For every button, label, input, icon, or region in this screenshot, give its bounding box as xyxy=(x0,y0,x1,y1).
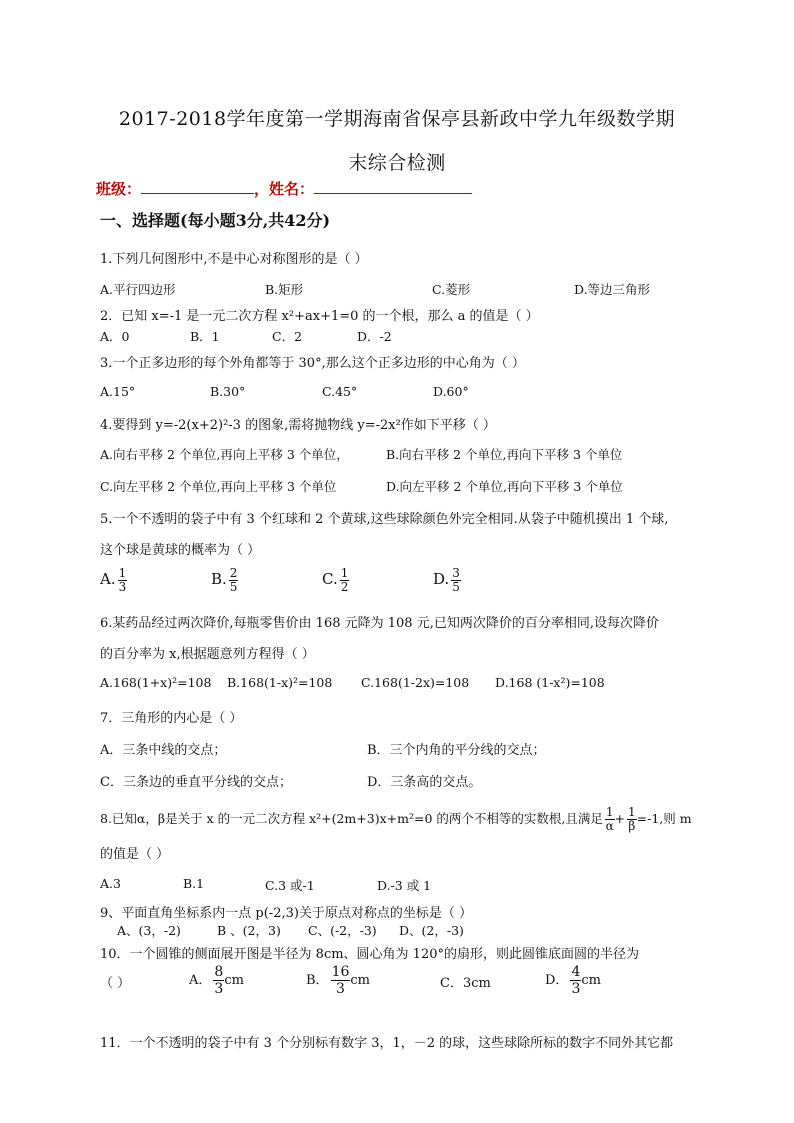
name-blank[interactable] xyxy=(314,179,472,194)
q3-option-a: A.15° xyxy=(100,384,136,399)
q1-option-a: A.平行四边形 xyxy=(100,282,176,297)
q4-stem: 4.要得到 y=-2(x+2)²-3 的图象,需将抛物线 y=-2x²作如下平移（ ） xyxy=(100,418,496,433)
q2-option-d: D．-2 xyxy=(357,329,392,344)
exam-title-line1: 2017-2018学年度第一学期海南省保亭县新政中学九年级数学期 xyxy=(118,108,676,130)
class-blank[interactable] xyxy=(141,179,254,194)
class-name-line xyxy=(96,178,472,199)
q8-option-d: D.-3 或 1 xyxy=(377,878,432,893)
q10-stem: 10．一个圆锥的侧面展开图是半径为 8cm、圆心角为 120°的扇形，则此圆锥底面圆的半径为 xyxy=(100,947,639,962)
q1-stem: 1.下列几何图形中,不是中心对称图形的是（ ） xyxy=(100,252,368,267)
q3-option-c: C.45° xyxy=(322,384,358,399)
q4-option-a: A.向右平移 2 个单位,再向上平移 3 个单位， xyxy=(100,447,349,462)
q8-stem-line1: 8.已知α，β是关于 x 的一元二次方程 x²+(2m+3)x+m²=0 的两个不相等的实数根,且满足 $\frac{1}{\alpha}$ + $\frac{1}{\beta}$ =-1,则 m xyxy=(100,805,692,833)
q3-option-d: D.60° xyxy=(433,384,469,399)
q3-stem: 3.一个正多边形的每个外角都等于 30°,那么这个正多边形的中心角为（ ） xyxy=(100,356,525,371)
q6-stem-line2: 的百分率为 x,根据题意列方程得（ ） xyxy=(100,647,315,662)
q10-d-fraction: $\frac{4}{3}$ xyxy=(571,964,581,997)
q5-option-a: A. $\frac{1}{3}$ xyxy=(100,566,127,594)
q10-b-fraction: $\frac{16}{3}$ xyxy=(331,964,350,997)
q7-stem: 7．三角形的内心是（ ） xyxy=(100,711,243,726)
q10-option-a: A． $\frac{8}{3}$ cm xyxy=(189,964,244,997)
q1-option-c: C.菱形 xyxy=(432,282,471,297)
q11-stem: 11．一个不透明的袋子中有 3 个分别标有数字 3，1，－2 的球，这些球除所标的数字不同外其它都 xyxy=(100,1036,674,1051)
q10-option-c: C．3cm xyxy=(440,976,491,991)
q5-stem-line2: 这个球是黄球的概率为（ ） xyxy=(100,543,261,558)
q9-option-d: D、(2，-3) xyxy=(399,923,464,938)
q2-option-c: C．2 xyxy=(272,329,303,344)
q7-option-d: D．三条高的交点。 xyxy=(367,775,482,790)
q8-fraction-alpha: $\frac{1}{\alpha}$ xyxy=(605,805,614,833)
q6-option-d: D.168 (1-x²)=108 xyxy=(495,675,605,690)
q8-fraction-beta: $\frac{1}{\beta}$ xyxy=(627,805,636,833)
q9-option-b: B 、(2，3) xyxy=(217,923,281,938)
q2-stem: 2．已知 x=-1 是一元二次方程 x²+ax+1=0 的一个根，那么 a 的值是（ ） xyxy=(100,309,539,324)
q7-option-c: C．三条边的垂直平分线的交点； xyxy=(100,775,292,790)
q10-option-d: D． $\frac{4}{3}$ cm xyxy=(545,964,601,997)
section-heading: 一、选择题(每小题3分,共42分) xyxy=(100,211,331,230)
q5-stem-line1: 5.一个不透明的袋子中有 3 个红球和 2 个黄球,这些球除颜色外完全相同.从袋子中随机摸出 1 个球, xyxy=(100,512,669,527)
q3-option-b: B.30° xyxy=(210,384,246,399)
q5-b-fraction: $\frac{2}{5}$ xyxy=(229,566,238,594)
exam-title-line2: 末综合检测 xyxy=(348,152,446,174)
q4-option-d: D.向左平移 2 个单位,再向下平移 3 个单位 xyxy=(386,479,623,494)
q6-stem-line1: 6.某药品经过两次降价,每瓶零售价由 168 元降为 108 元,已知两次降价的百分率相同,设每次降价 xyxy=(100,616,659,631)
q5-c-fraction: $\frac{1}{2}$ xyxy=(340,566,349,594)
q7-option-a: A．三条中线的交点； xyxy=(100,743,227,758)
q9-stem: 9、平面直角坐标系内一点 p(-2,3)关于原点对称点的坐标是（ ） xyxy=(100,906,473,921)
q9-option-c: C、(-2，-3) xyxy=(308,923,377,938)
q8-option-b: B.1 xyxy=(183,876,205,891)
q6-option-b: B.168(1-x)²=108 xyxy=(227,675,333,690)
q5-a-fraction: $\frac{1}{3}$ xyxy=(118,566,127,594)
q2-option-b: B．1 xyxy=(190,329,220,344)
q2-option-a: A．0 xyxy=(100,329,130,344)
q5-option-d: D. $\frac{3}{5}$ xyxy=(433,566,460,594)
q6-option-a: A.168(1+x)²=108 xyxy=(100,675,212,690)
q8-stem-line2: 的值是（ ） xyxy=(100,847,170,862)
name-label: ，姓名： xyxy=(254,180,315,198)
q10-a-fraction: $\frac{8}{3}$ xyxy=(214,964,224,997)
q9-option-a: A、(3，-2) xyxy=(117,923,181,938)
q6-option-c: C.168(1-2x)=108 xyxy=(361,675,470,690)
q4-option-c: C.向左平移 2 个单位,再向上平移 3 个单位 xyxy=(100,479,337,494)
q1-option-d: D.等边三角形 xyxy=(574,282,651,297)
q8-option-a: A.3 xyxy=(100,876,121,891)
q1-option-b: B.矩形 xyxy=(265,282,304,297)
class-label: 班级： xyxy=(96,180,142,198)
q10-option-b: B． $\frac{16}{3}$ cm xyxy=(306,964,370,997)
q5-d-fraction: $\frac{3}{5}$ xyxy=(452,566,460,594)
q8-option-c: C.3 或-1 xyxy=(265,878,315,893)
q10-paren: （ ） xyxy=(100,976,131,991)
q5-option-b: B. $\frac{2}{5}$ xyxy=(211,566,238,594)
q7-option-b: B．三个内角的平分线的交点； xyxy=(367,743,546,758)
q5-option-c: C. $\frac{1}{2}$ xyxy=(322,566,349,594)
q4-option-b: B.向右平移 2 个单位,再向下平移 3 个单位 xyxy=(386,447,623,462)
